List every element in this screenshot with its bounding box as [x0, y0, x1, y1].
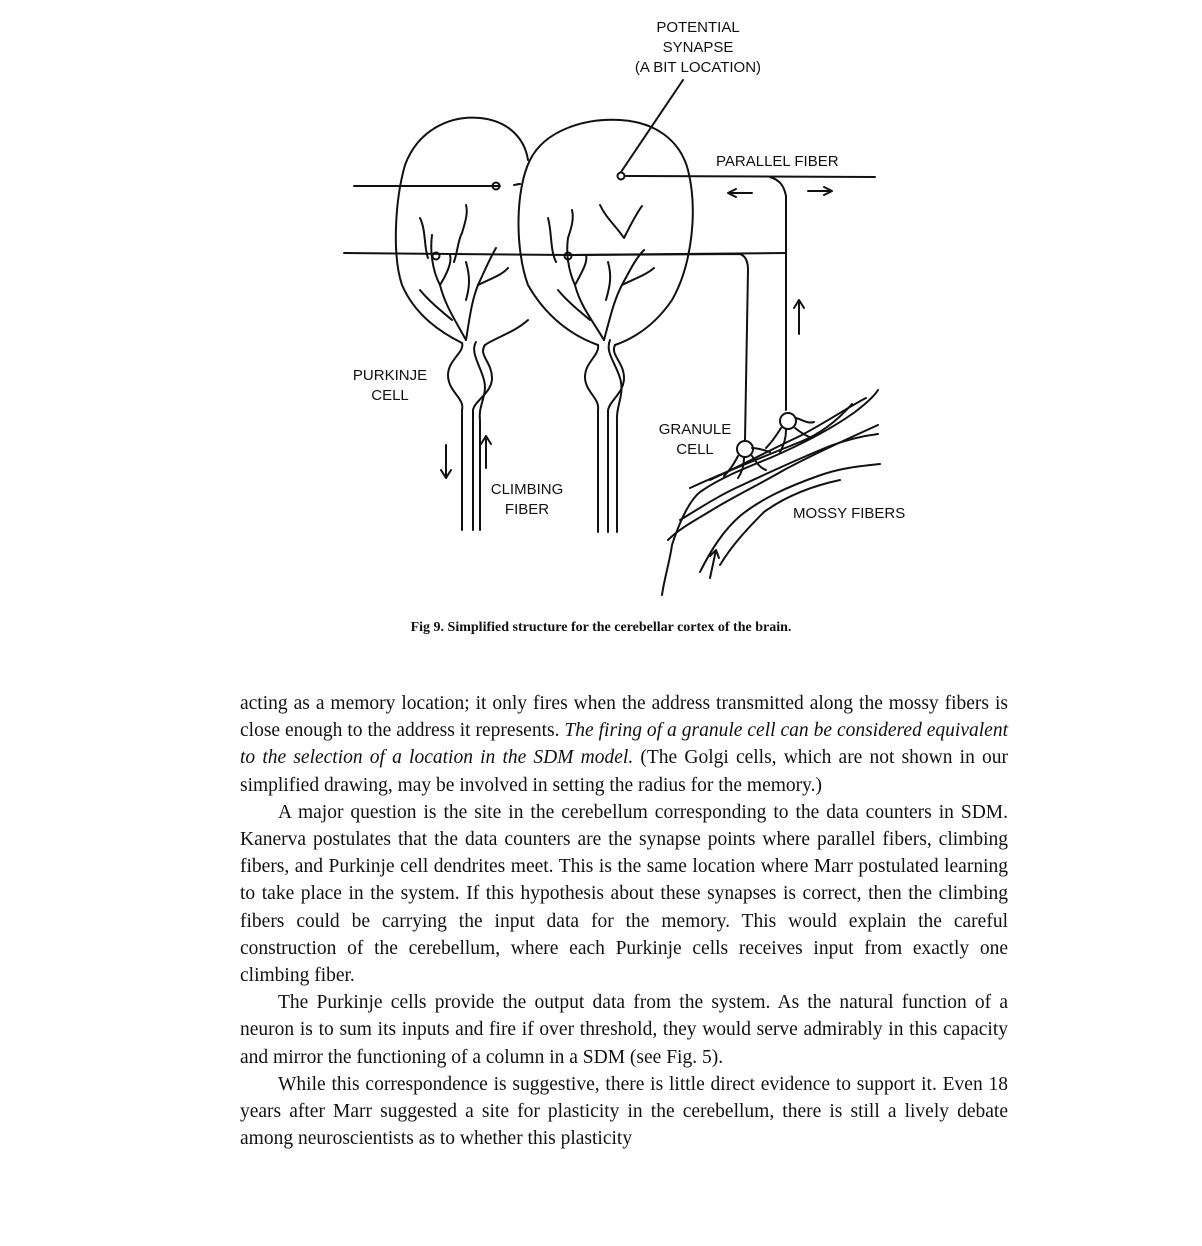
mossy-fiber	[720, 480, 840, 565]
potential-synapse-pointer	[621, 80, 683, 172]
parallel-fiber-upper	[354, 176, 875, 186]
paragraph-4: While this correspondence is suggestive, there is little direct evidence to support it. Even 18 years after Marr suggested a site for plasticity in the cerebellum, there is still a lively debate among neuroscientists as to whether this plasticity	[240, 1073, 1008, 1150]
label-potential-synapse-2: SYNAPSE	[662, 39, 734, 56]
purkinje-cell-right-body	[518, 120, 692, 345]
climbing-fiber-right	[609, 340, 622, 532]
label-climbing-fiber-2: FIBER	[504, 501, 550, 518]
label-climbing-fiber-1: CLIMBING	[490, 481, 564, 498]
climbing-fiber-left	[474, 342, 485, 530]
italic-emphasis: The firing of a granule cell can be considered equivalent to the selection of a location in the SDM model.	[240, 720, 1008, 769]
cerebellum-diagram	[300, 0, 940, 610]
paragraph-2: A major question is the site in the cerebellum corresponding to the data counters in SDM. Kanerva postulates that the data counters are the synapse points where parallel fibers, climbing fibers, and Purkinje cell dendrites meet. This is the same location where Marr postulated learning to take place in the system. If this hypothesis about these synapses is correct, then the climbing fibers could be carrying the input data for the memory. This would explain the careful construction of the cerebellum, where each Purkinje cells receives input from exactly one climbing fiber.	[240, 801, 1008, 987]
cerebellar-cortex-figure	[300, 0, 940, 610]
paragraph-3: The Purkinje cells provide the output data from the system. As the natural function of a neuron is to sum its inputs and fire if over threshold, they would serve admirably in this capacity and mirror the functioning of a column in a SDM (see Fig. 5).	[240, 992, 1008, 1068]
granule-cell-right	[780, 413, 796, 429]
label-potential-synapse-1: POTENTIAL	[656, 19, 740, 36]
paragraph-1: acting as a memory location; it only fires when the address transmitted along the mossy fibers is close enough to the address it represents. The firing of a granule cell can be considered equivalent to the selection of a location in the SDM model. (The Golgi cells, which are not shown in our simplified drawing, may be involved in setting the radius for the memory.)	[240, 693, 1008, 796]
label-purkinje-cell-1: PURKINJE	[352, 367, 428, 384]
label-purkinje-cell-2: CELL	[371, 387, 409, 404]
figure-caption: Fig 9. Simplified structure for the cerebellar cortex of the brain.	[410, 620, 792, 635]
label-potential-synapse-3: (A BIT LOCATION)	[634, 59, 762, 76]
label-granule-cell-2: CELL	[676, 441, 714, 458]
purkinje-cell-left-right-edge	[485, 320, 528, 345]
granule-cell-left	[737, 441, 753, 457]
label-parallel-fiber: PARALLEL FIBER	[716, 153, 839, 170]
body-text	[240, 690, 1008, 1152]
label-granule-cell-1: GRANULE	[658, 421, 732, 438]
synapse-bulb	[618, 173, 625, 180]
label-mossy-fibers: MOSSY FIBERS	[793, 505, 906, 522]
